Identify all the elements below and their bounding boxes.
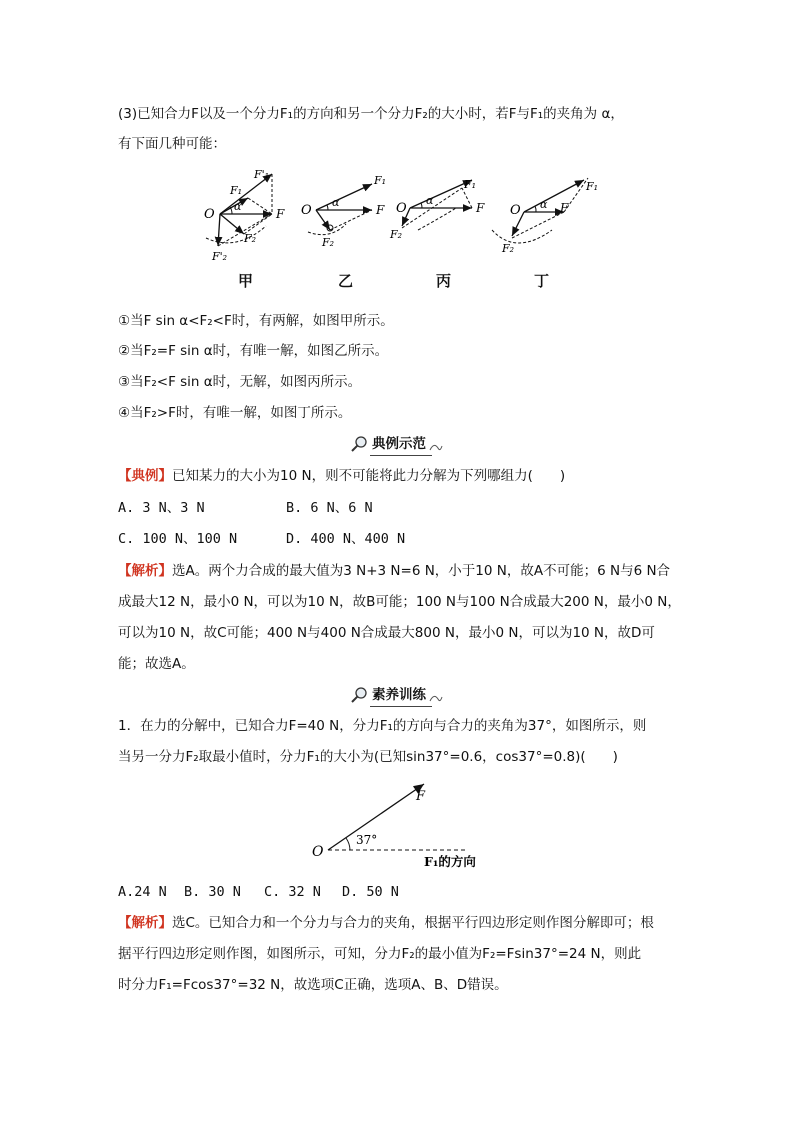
example-analysis-line-3: 可以为10 N，故C可能；400 N与400 N合成最大800 N，最小0 N，可以为10 N，故D可 bbox=[118, 625, 655, 641]
training-question-line-1: 1．在力的分解中，已知合力F=40 N，分力F₁的方向与合力的夹角为37°，如图所示，则 bbox=[118, 718, 647, 734]
yi-angle-label: α bbox=[332, 196, 340, 209]
example-option-a: A. 3 N、3 N bbox=[118, 500, 205, 516]
example-analysis-line-4: 能；故选A。 bbox=[118, 656, 195, 672]
example-section-title: 典例示范 bbox=[372, 436, 426, 452]
case-2: ②当F₂=F sin α时，有唯一解，如图乙所示。 bbox=[118, 343, 389, 359]
ding-o-label: O bbox=[510, 203, 521, 218]
diagram-jia bbox=[204, 168, 285, 263]
yi-o-label: O bbox=[301, 203, 312, 218]
training-option-b: B. 30 N bbox=[184, 884, 241, 900]
diagram-ding bbox=[492, 178, 598, 255]
ding-f2-label: F₂ bbox=[502, 242, 515, 255]
training-analysis-line-2: 据平行四边形定则作图，如图所示，可知，分力F₂的最小值为F₂=Fsin37°=24 N，则此 bbox=[118, 946, 642, 962]
example-analysis-tag: 【解析】 bbox=[118, 563, 172, 579]
diagram-label-jia: 甲 bbox=[238, 272, 254, 290]
jia-f2-prime-label: F'₂ bbox=[212, 250, 228, 263]
yi-f1-arrow bbox=[316, 184, 372, 210]
magnifier-icon bbox=[350, 686, 368, 704]
diagram-label-bing: 丙 bbox=[436, 272, 452, 290]
training-section-title: 素养训练 bbox=[372, 687, 426, 703]
training-analysis-tag: 【解析】 bbox=[118, 915, 172, 931]
yi-f2-arrow bbox=[316, 210, 330, 230]
intro-line-1: (3)已知合力F以及一个分力F₁的方向和另一个分力F₂的大小时，若F与F₁的夹角为 α， bbox=[118, 106, 624, 122]
example-analysis-line-2: 成最大12 N，最小0 N，可以为10 N，故B可能；100 N与100 N合成最大200 N，最小0 N， bbox=[118, 594, 681, 610]
training-section-header bbox=[0, 685, 794, 705]
case-3: ③当F₂<F sin α时，无解，如图丙所示。 bbox=[118, 374, 362, 390]
yi-f1-label: F₁ bbox=[374, 174, 387, 187]
swirl-decoration-icon bbox=[428, 440, 444, 454]
case-1: ①当F sin α<F₂<F时，有两解，如图甲所示。 bbox=[118, 313, 394, 329]
ding-f1-label: F₁ bbox=[586, 180, 599, 193]
example-section-header bbox=[0, 434, 794, 454]
example-question bbox=[118, 466, 565, 486]
figure-o-label: O bbox=[312, 844, 324, 860]
ding-angle-label: α bbox=[540, 198, 548, 211]
jia-o-label: O bbox=[204, 207, 215, 222]
jia-f2-prime-arrow bbox=[218, 214, 220, 246]
training-option-a: A.24 N bbox=[118, 884, 167, 900]
bing-f1-label: F₁ bbox=[464, 178, 477, 191]
diagram-yi bbox=[301, 174, 386, 249]
example-option-d: D. 400 N、400 N bbox=[286, 531, 406, 547]
training-option-d: D. 50 N bbox=[342, 884, 399, 900]
yi-f2-label: F₂ bbox=[322, 236, 335, 249]
diagram-label-yi: 乙 bbox=[338, 272, 354, 290]
figure-f-label: F bbox=[416, 789, 426, 804]
example-question-text: 已知某力的大小为10 N，则不可能将此力分解为下列哪组力( ) bbox=[172, 468, 566, 484]
decomposition-diagrams bbox=[196, 160, 606, 268]
ding-f1-arrow bbox=[524, 180, 584, 212]
jia-f1-prime-label: F'₁ bbox=[254, 168, 270, 181]
jia-f1-label: F₁ bbox=[230, 184, 243, 197]
case-4: ④当F₂>F时，有唯一解，如图丁所示。 bbox=[118, 405, 352, 421]
angle-figure bbox=[306, 776, 506, 872]
diagram-bing bbox=[389, 178, 485, 241]
example-analysis-line-1: 【解析】选A。两个力合成的最大值为3 N+3 N=6 N，小于10 N，故A不可能；6 N与6 N合 bbox=[118, 563, 671, 579]
bing-f2-label: F₂ bbox=[390, 228, 403, 241]
ding-f-label: F bbox=[560, 201, 569, 215]
training-analysis-line-3: 时分力F₁=Fcos37°=32 N，故选项C正确，选项A、B、D错误。 bbox=[118, 977, 508, 993]
bing-angle-label: α bbox=[426, 194, 434, 207]
figure-angle-label: 37° bbox=[356, 833, 378, 847]
jia-f2-arrow bbox=[220, 214, 244, 234]
diagram-label-ding: 丁 bbox=[534, 272, 550, 290]
yi-f-label: F bbox=[376, 203, 385, 217]
magnifier-icon bbox=[350, 435, 368, 453]
swirl-decoration-icon bbox=[428, 691, 444, 705]
training-analysis-line-1: 【解析】选C。已知合力和一个分力与合力的夹角，根据平行四边形定则作图分解即可；根 bbox=[118, 915, 654, 931]
jia-f-label: F bbox=[276, 207, 285, 221]
training-option-c: C. 32 N bbox=[264, 884, 321, 900]
jia-angle-label: α bbox=[234, 200, 242, 213]
example-option-b: B. 6 N、6 N bbox=[286, 500, 373, 516]
training-question-line-2: 当另一分力F₂取最小值时，分力F₁的大小为(已知sin37°=0.6，cos37°=0.8)( ) bbox=[118, 749, 618, 765]
jia-f2-label: F₂ bbox=[244, 232, 257, 245]
figure-direction-label: F₁的方向 bbox=[424, 854, 476, 869]
example-option-c: C. 100 N、100 N bbox=[118, 531, 238, 547]
bing-o-label: O bbox=[396, 201, 407, 216]
intro-line-2: 有下面几种可能： bbox=[118, 136, 226, 152]
example-tag: 【典例】 bbox=[118, 468, 172, 484]
bing-f-label: F bbox=[476, 201, 485, 215]
bing-f1-arrow bbox=[410, 180, 472, 208]
